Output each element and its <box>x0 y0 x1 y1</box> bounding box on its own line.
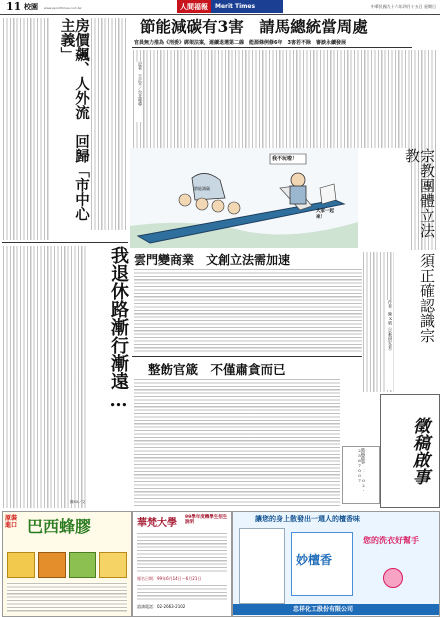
logo-chinese: 人間福報 <box>180 1 208 11</box>
ad1-title: 巴西蜂膠 <box>27 517 92 536</box>
calligraphy-box <box>380 394 440 508</box>
logo-english: Merit Times <box>211 0 283 13</box>
main-subhead: 官員無力推為《刑委》綁架法案，連續退選第二線 能源條例修6年 3害若不除 審談永續發展 <box>134 40 346 46</box>
ad3-flower-icon <box>383 568 403 588</box>
left-headline-1: 房價飆、人外流 回歸「市中心主義」 <box>58 18 90 221</box>
ad-miao-tan-xiang[interactable] <box>232 511 440 617</box>
ad3-product-box <box>291 532 353 596</box>
ad1-body-text <box>7 582 127 612</box>
section-name: 校園 <box>24 3 38 11</box>
ad2-body-text <box>137 532 227 572</box>
main-byline: 記者 王正平／台北報導 <box>136 62 142 122</box>
left-headline-2: 我退休路漸行漸遠… <box>108 246 129 411</box>
left-body-text-2 <box>90 18 128 230</box>
site-url[interactable]: www.epochtimes.com.tw <box>44 6 82 10</box>
issue-date: 中華民國九十六年四月十五日 星期日 <box>370 4 436 9</box>
right-headline: 宗教團體立法 須正確認識宗教 <box>403 148 436 343</box>
ad3-brand: 妙檀香 <box>296 553 333 567</box>
contact-text: 徵稿啟事 ： 02-2567007 <box>357 448 366 493</box>
calligraphy-text: 徵稿啟事 <box>409 417 429 485</box>
right-author: 作者：陳X晴（宗教研究者） <box>386 300 392 390</box>
cartoon-caption-2: 大家一起來！ <box>316 209 334 220</box>
ad1-badge: 原裝進口 <box>5 515 18 529</box>
main-headline: 節能減碳有3害 請馬總統當周處 <box>140 17 368 36</box>
center-headline-1: 雲門變商業 文創立法需加速 <box>134 253 291 267</box>
contact-box <box>342 446 380 504</box>
cartoon-illustration <box>130 148 358 248</box>
left-byline: 陳XX／文 <box>70 500 86 504</box>
page-header <box>0 0 440 15</box>
ad3-slogan: 您的洗衣好幫手 <box>363 536 419 545</box>
ad-huafan-university[interactable] <box>132 511 232 617</box>
page-number: 11 <box>6 0 22 13</box>
ad2-date: 報名日期：99年6月14日～6月21日 <box>137 576 202 581</box>
editorial-cartoon <box>130 148 358 248</box>
center-body-text-1 <box>134 268 362 354</box>
ad2-phone[interactable]: 諮詢電話：02-2663-2102 <box>137 604 186 609</box>
ad3-left-panel <box>239 528 285 604</box>
center-headline-2: 整飭官箴 不僅肅貪而已 <box>148 362 286 377</box>
ad2-subtitle: 99學年度轉學生招生說明 <box>185 515 228 526</box>
center-body-text-2 <box>134 378 340 506</box>
cartoon-caption-1: 我不玩啦！ <box>272 156 298 162</box>
ad1-product-row <box>7 552 127 578</box>
ad2-title: 華梵大學 <box>137 518 177 529</box>
left-body-text-3 <box>2 246 88 508</box>
ad-propolis[interactable] <box>2 511 132 617</box>
left-divider <box>2 242 128 243</box>
cartoon-sign: 節能減碳 <box>194 186 210 191</box>
ad2-contact-text <box>137 584 227 602</box>
left-body-text-1 <box>2 18 50 240</box>
center-divider <box>132 356 362 357</box>
newspaper-logo <box>177 0 283 13</box>
main-divider <box>132 47 412 48</box>
ad3-banner: 讓您的身上散發出一週人的檀香味 <box>255 515 360 523</box>
ad3-footer: 忠祥化工股份有限公司 <box>233 604 439 615</box>
main-body-text-1 <box>132 50 410 148</box>
